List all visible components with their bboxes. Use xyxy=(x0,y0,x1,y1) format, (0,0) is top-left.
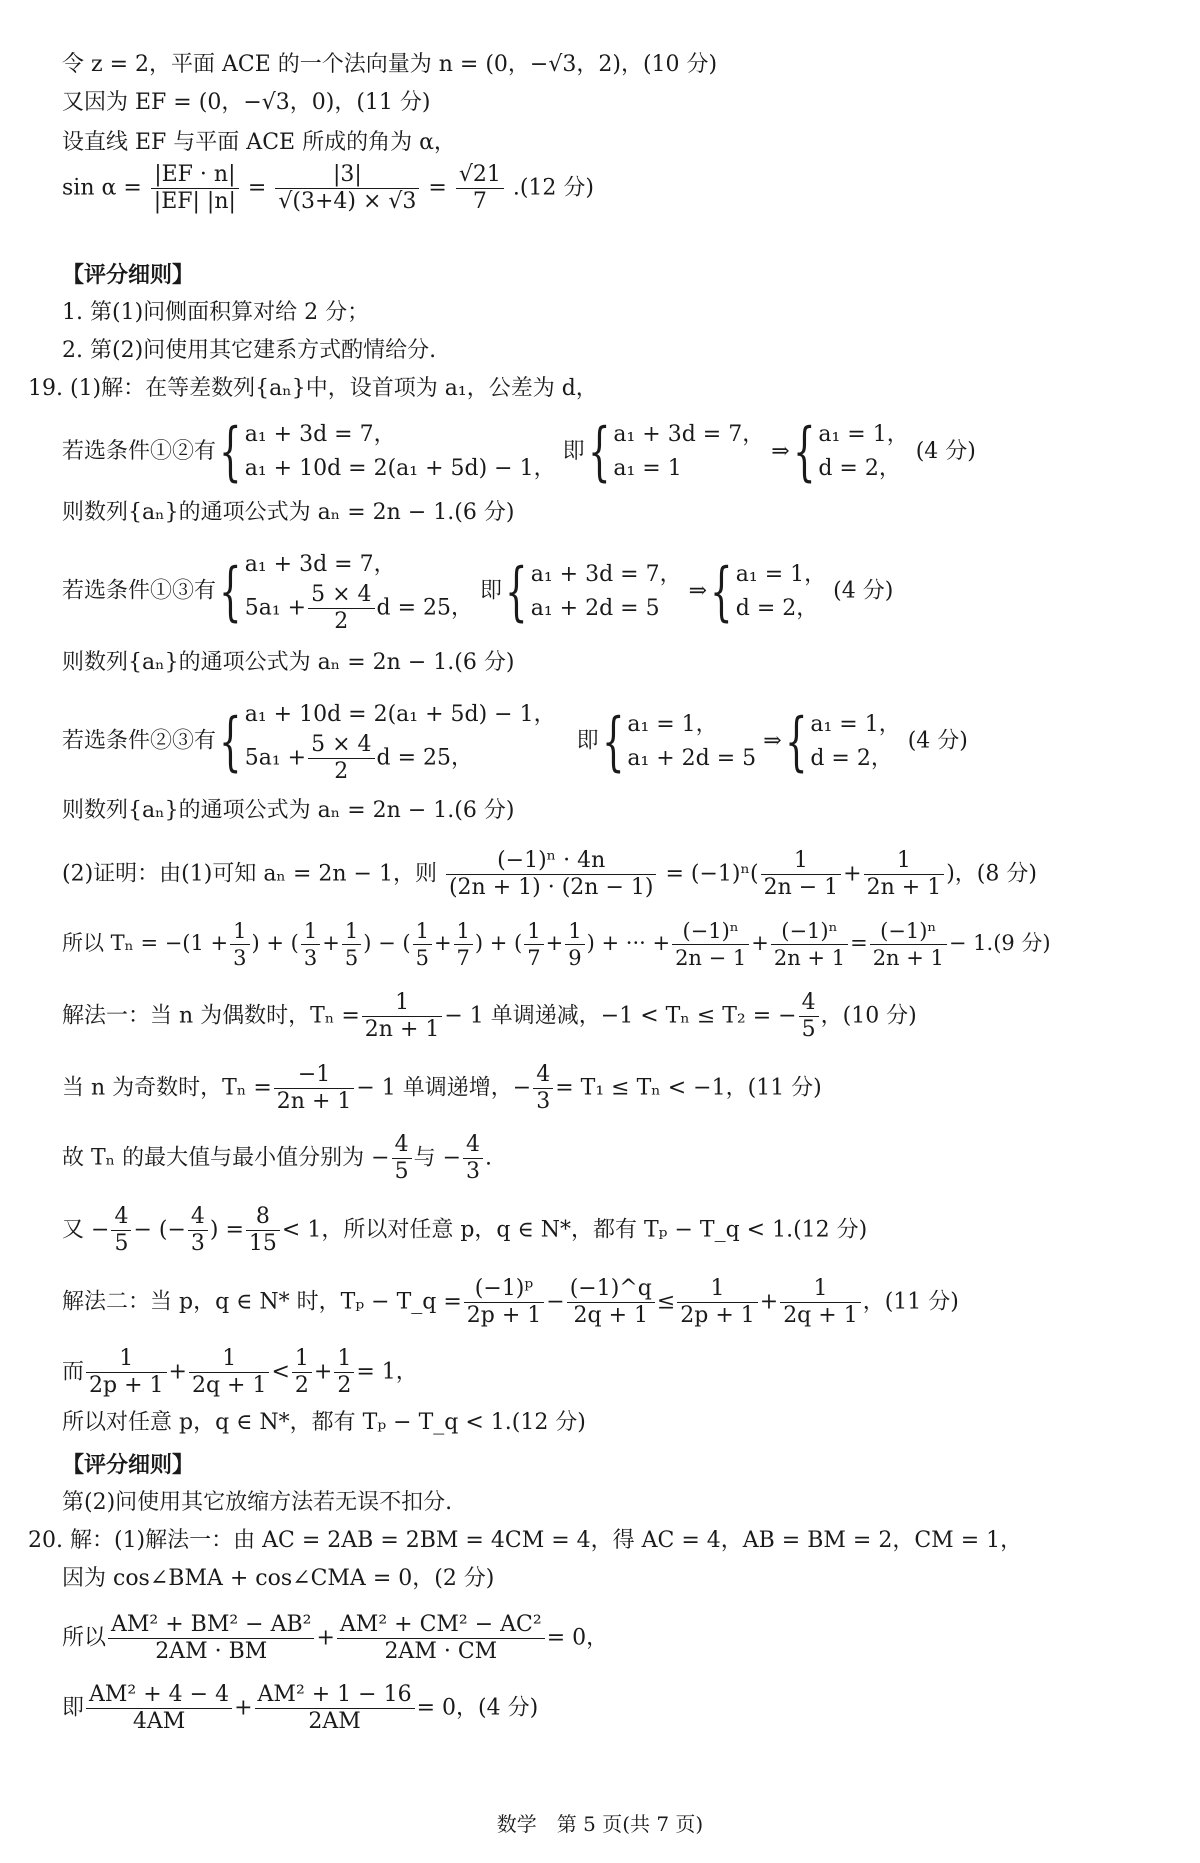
q20-substituted: 即 $\frac{\text{AM² + 4 − 4}}{4AM}$ + $\frac{\text{AM² + 1 − 16}}{2AM}$ = 0，(4 分) xyxy=(62,1682,539,1734)
method-2-conclusion: 所以对任意 p，q ∈ N*，都有 Tₚ − T_q < 1.(12 分) xyxy=(62,1410,586,1435)
general-term-2: 则数列{aₙ}的通项公式为 aₙ = 2n − 1.(6 分) xyxy=(62,650,515,675)
fraction: $\frac{|EF \cdot n|}{|EF| |n|}$ xyxy=(151,162,239,215)
line-sin-alpha: sin α = $\frac{|EF \cdot n|}{|EF| |n|}$ = $\frac{|3|}{√(3+4) \times √3}$ = $\frac{√21}{7}$ .(12 分) xyxy=(62,162,594,214)
q20-law-of-cosines: 所以 $\frac{\text{AM² + BM² − AB²}}{2AM \cdot BM}$ + $\frac{\text{AM² + CM² − AC²}}{2AM \cdot CM}$ = 0， xyxy=(62,1612,609,1664)
rubric-item: 1. 第(1)问侧面积算对给 2 分； xyxy=(62,300,370,325)
general-term-3: 则数列{aₙ}的通项公式为 aₙ = 2n − 1.(6 分) xyxy=(62,798,515,823)
line-angle-def: 设直线 EF 与平面 ACE 所成的角为 α， xyxy=(62,130,456,155)
fraction: $\frac{√21}{7}$ xyxy=(456,162,504,215)
question-20: 20. 解：(1)解法一：由 AC = 2AB = 2BM = 4CM = 4，得 AC = 4，AB = BM = 2，CM = 1， xyxy=(28,1528,1023,1553)
sum-tn: 所以 Tₙ = −(1 + $\frac{1}{3}$ ) + ( $\frac{1}{3}$ + $\frac{1}{5}$ ) − ( $\frac{1}{5}$ + $\frac{1}{7}$ ) + ( $\frac{1}{7}$ + $\frac{1}{9}$ ) + ··· + $\frac{\text{(−1)ⁿ}}{2n - 1}$ + $\frac{\text{(−1)ⁿ}}{2n + 1}$ = $\frac{\text{(−1)ⁿ}}{2n + 1}$ − 1.(9 分) xyxy=(62,919,1051,970)
question-19: 19. (1)解：在等差数列{aₙ}中，设首项为 a₁，公差为 d， xyxy=(28,376,598,401)
condition-13: 若选条件①③有{ a₁ + 3d = 7， 5a₁ + $\frac{5 \times 4}{2}$ d = 25， 即{ a₁ + 3d = 7， a₁ + 2d = 5 ⇒{ a₁ = 1， d = 2， (4 分) xyxy=(62,552,894,634)
part2-proof: (2)证明：由(1)可知 aₙ = 2n − 1，则 $\frac{\text{(−1)ⁿ · 4n}}{(2n + 1) \cdot (2n - 1)}$ = (−1)ⁿ( $\frac{1}{2n - 1}$ + $\frac{1}{2n + 1}$ )，(8 分) xyxy=(62,848,1037,900)
line-normal-vector: 令 z = 2，平面 ACE 的一个法向量为 n = (0，−√3，2)，(10 分) xyxy=(62,52,718,77)
method-1-odd: 当 n 为奇数时，Tₙ = $\frac{-1}{2n + 1}$ − 1 单调递增，− $\frac{4}{3}$ = T₁ ≤ Tₙ < −1，(11 分) xyxy=(62,1062,822,1114)
fraction: $\frac{|3|}{√(3+4) \times √3}$ xyxy=(275,162,419,215)
general-term-1: 则数列{aₙ}的通项公式为 aₙ = 2n − 1.(6 分) xyxy=(62,500,515,525)
q20-cos-sum: 因为 cos∠BMA + cos∠CMA = 0，(2 分) xyxy=(62,1566,495,1591)
method-1-conclusion: 又 − $\frac{4}{5}$ − (− $\frac{4}{3}$ ) = $\frac{8}{15}$ < 1，所以对任意 p，q ∈ N*，都有 Tₚ − T_q < 1.(12 分) xyxy=(62,1204,868,1256)
rubric-heading: 【评分细则】 xyxy=(62,262,195,288)
method-2-step1: 解法二：当 p，q ∈ N* 时，Tₚ − T_q = $\frac{\text{(−1)ᵖ}}{2p + 1}$ − $\frac{(-1)\^{}q}{2q + 1}$ ≤ $\frac{1}{2p + 1}$ + $\frac{1}{2q + 1}$ ，(11 分) xyxy=(62,1276,959,1328)
line-ef-vector: 又因为 EF = (0，−√3，0)，(11 分) xyxy=(62,90,431,115)
method-1-extremes: 故 Tₙ 的最大值与最小值分别为 − $\frac{4}{5}$ 与 − $\frac{4}{3}$ . xyxy=(62,1132,493,1184)
condition-12: 若选条件①②有{ a₁ + 3d = 7， a₁ + 10d = 2(a₁ + 5d) − 1， 即{ a₁ + 3d = 7， a₁ = 1 ⇒{ a₁ = 1， d = 2， (4 分) xyxy=(62,415,976,489)
rubric-heading: 【评分细则】 xyxy=(62,1452,195,1478)
method-1-even: 解法一：当 n 为偶数时，Tₙ = $\frac{1}{2n + 1}$ − 1 单调递减，−1 < Tₙ ≤ T₂ = − $\frac{4}{5}$ ，(10 分) xyxy=(62,990,917,1042)
page-footer: 数学 第 5 页(共 7 页) xyxy=(496,1812,704,1836)
rubric-item: 第(2)问使用其它放缩方法若无误不扣分. xyxy=(62,1490,453,1515)
condition-23: 若选条件②③有{ a₁ + 10d = 2(a₁ + 5d) − 1， 5a₁ + $\frac{5 \times 4}{2}$ d = 25， 即{ a₁ = 1， a₁ + 2d = 5 ⇒{ a₁ = 1， d = 2， (4 分) xyxy=(62,702,968,784)
method-2-step2: 而 $\frac{1}{2p + 1}$ + $\frac{1}{2q + 1}$ < $\frac{1}{2}$ + $\frac{1}{2}$ = 1， xyxy=(62,1346,418,1398)
rubric-item: 2. 第(2)问使用其它建系方式酌情给分. xyxy=(62,338,437,363)
